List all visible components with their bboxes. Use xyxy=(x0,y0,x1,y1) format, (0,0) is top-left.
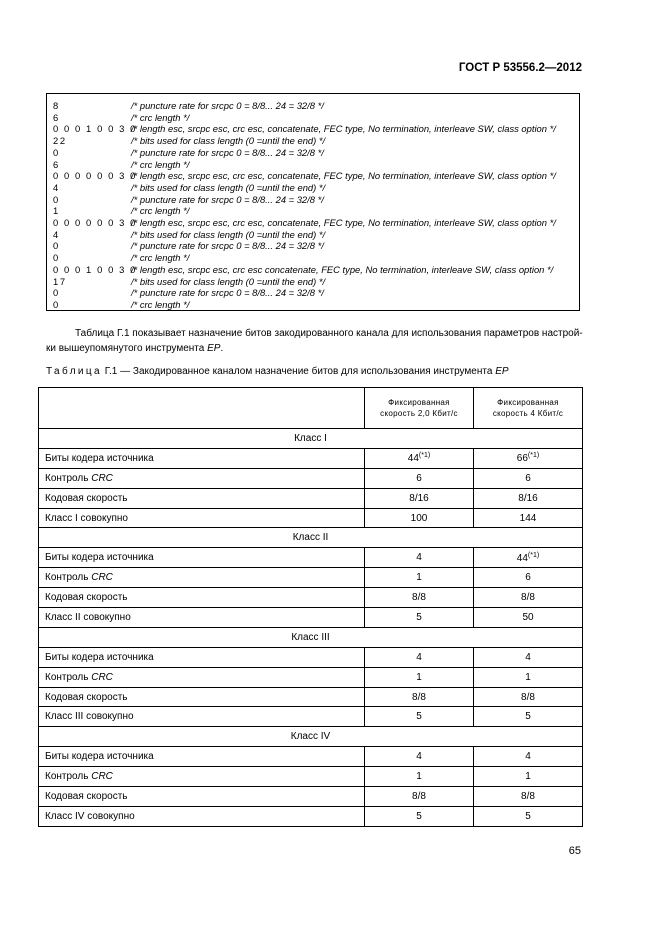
class-title-row xyxy=(39,429,583,449)
table-header-row xyxy=(39,388,583,429)
code-value: 6 xyxy=(53,111,60,123)
value-rate-2kbit xyxy=(365,787,474,807)
cell-value: 8/8 xyxy=(521,592,535,604)
row-label: Биты кодера источника xyxy=(39,747,365,767)
row-label: Класс II совокупно xyxy=(39,608,365,628)
cell-value: 4 xyxy=(416,552,422,564)
value-rate-2kbit xyxy=(365,747,474,767)
table-row xyxy=(39,707,583,727)
value-rate-4kbit xyxy=(474,707,583,727)
table-row xyxy=(39,687,583,707)
cell-value: 5 xyxy=(416,611,422,623)
row-label: Контроль CRC xyxy=(39,767,365,787)
code-value: 1 xyxy=(53,205,60,217)
table-row xyxy=(39,608,583,628)
code-comment: /* bits used for class length (0 =until the end) */ xyxy=(131,135,326,147)
code-comment: /* crc length */ xyxy=(131,111,190,123)
code-comment: /* length esc, srcpc esc, crc esc, concatenate, FEC type, No termination, interleave SW, class option */ xyxy=(131,170,556,182)
class-title-row xyxy=(39,528,583,548)
code-comment: /* crc length */ xyxy=(131,158,190,170)
table-row xyxy=(39,548,583,568)
table-row xyxy=(39,448,583,468)
code-listing-box xyxy=(46,93,580,311)
cell-value: 8/8 xyxy=(412,691,426,703)
table-row xyxy=(39,488,583,508)
value-rate-4kbit xyxy=(474,787,583,807)
row-label: Контроль CRC xyxy=(39,667,365,687)
body-paragraph: Таблица Г.1 показывает назначение битов закодированного канала для использования параметров настрой-ки вышеупомянутого инструмента EP. xyxy=(46,328,583,354)
code-comment: /* puncture rate for srcpc 0 = 8/8... 24 = 32/8 */ xyxy=(131,240,324,252)
value-rate-2kbit xyxy=(365,707,474,727)
cell-value: 50 xyxy=(522,611,534,623)
code-comment: /* length esc, srcpc esc, crc esc, concatenate, FEC type, No termination, interleave SW, class option */ xyxy=(131,217,556,228)
code-value: 0 0 0 1 0 0 3 0 xyxy=(53,123,137,135)
code-value: 22 xyxy=(53,135,67,147)
cell-value: 44 xyxy=(407,453,419,465)
footnote-mark: (*1) xyxy=(527,452,540,460)
value-rate-2kbit xyxy=(365,647,474,667)
table-row xyxy=(39,806,583,826)
row-label: Кодовая скорость xyxy=(39,488,365,508)
row-label: Класс III совокупно xyxy=(39,707,365,727)
cell-value: 4 xyxy=(525,751,531,763)
table-row xyxy=(39,747,583,767)
cell-value: 8/8 xyxy=(521,691,535,703)
code-value: 17 xyxy=(53,275,67,287)
cell-value: 5 xyxy=(525,711,531,723)
cell-value: 100 xyxy=(410,512,428,524)
cell-value: 5 xyxy=(525,810,531,822)
caption-number: Г.1 xyxy=(104,366,118,377)
table-row xyxy=(39,667,583,687)
code-comment: /* length esc, srcpc esc, crc esc concatenate, FEC type, No termination, interleave SW, class option */ xyxy=(131,263,554,275)
code-comment: /* crc length */ xyxy=(131,205,190,217)
code-comment: /* puncture rate for srcpc 0 = 8/8... 24 = 32/8 */ xyxy=(131,146,324,158)
value-rate-2kbit xyxy=(365,767,474,787)
header-empty-cell xyxy=(39,388,365,429)
cell-value: 5 xyxy=(416,711,422,723)
row-label: Кодовая скорость xyxy=(39,588,365,608)
code-value: 0 xyxy=(53,287,60,299)
table-row xyxy=(39,468,583,488)
code-value: 0 0 0 0 0 0 3 0 xyxy=(53,170,137,182)
value-rate-2kbit xyxy=(365,588,474,608)
class-title: Класс IV xyxy=(39,727,583,747)
code-comment: /* bits used for class length (0 =until the end) */ xyxy=(131,228,326,240)
code-value: 0 xyxy=(53,298,60,310)
value-rate-2kbit xyxy=(365,667,474,687)
value-rate-2kbit xyxy=(365,568,474,588)
bit-allocation-table xyxy=(38,387,583,827)
code-comment: /* bits used for class length (0 =until the end) */ xyxy=(131,181,326,193)
cell-value: 1 xyxy=(525,671,531,683)
cell-value: 6 xyxy=(416,472,422,484)
table-row xyxy=(39,508,583,528)
value-rate-4kbit xyxy=(474,448,583,468)
class-title-row xyxy=(39,627,583,647)
cell-value: 8/8 xyxy=(412,790,426,802)
cell-value: 4 xyxy=(525,651,531,663)
row-label: Класс I совокупно xyxy=(39,508,365,528)
cell-value: 144 xyxy=(519,512,537,524)
class-title-row xyxy=(39,727,583,747)
value-rate-4kbit xyxy=(474,806,583,826)
header-rate-4kbit: Фиксированная скорость 4 Кбит/с xyxy=(474,388,583,429)
cell-value: 4 xyxy=(416,651,422,663)
code-value: 4 xyxy=(53,181,60,193)
caption-label: Таблица xyxy=(46,366,103,377)
row-label: Биты кодера источника xyxy=(39,548,365,568)
cell-value: 4 xyxy=(416,751,422,763)
value-rate-4kbit xyxy=(474,548,583,568)
value-rate-4kbit xyxy=(474,468,583,488)
table-row xyxy=(39,568,583,588)
cell-value: 8/8 xyxy=(412,592,426,604)
value-rate-4kbit xyxy=(474,767,583,787)
cell-value: 1 xyxy=(416,572,422,584)
value-rate-2kbit xyxy=(365,488,474,508)
class-title: Класс II xyxy=(39,528,583,548)
value-rate-4kbit xyxy=(474,488,583,508)
row-label: Биты кодера источника xyxy=(39,647,365,667)
code-value: 0 0 0 0 0 0 3 0 xyxy=(53,217,137,228)
table-row xyxy=(39,647,583,667)
code-comment: /* puncture rate for srcpc 0 = 8/8... 24 = 32/8 */ xyxy=(131,193,324,205)
value-rate-4kbit xyxy=(474,588,583,608)
value-rate-2kbit xyxy=(365,548,474,568)
cell-value: 1 xyxy=(416,671,422,683)
value-rate-4kbit xyxy=(474,667,583,687)
table-row xyxy=(39,588,583,608)
row-label: Контроль CRC xyxy=(39,568,365,588)
cell-value: 44 xyxy=(516,552,528,564)
code-comment: /* puncture rate for srcpc 0 = 8/8... 24 = 32/8 */ xyxy=(131,100,324,111)
document-header: ГОСТ Р 53556.2—2012 xyxy=(458,62,582,74)
cell-value: 1 xyxy=(525,771,531,783)
footnote-mark: (*1) xyxy=(418,452,431,460)
cell-value: 8/16 xyxy=(518,492,538,504)
value-rate-2kbit xyxy=(365,448,474,468)
code-comment: /* bits used for class length (0 =until the end) */ xyxy=(131,275,326,287)
table-caption xyxy=(46,366,509,377)
value-rate-2kbit xyxy=(365,468,474,488)
footnote-mark: (*1) xyxy=(527,551,540,559)
caption-text: — Закодированное каналом назначение битов для использования инструмента EP xyxy=(117,366,509,377)
value-rate-4kbit xyxy=(474,687,583,707)
class-title: Класс I xyxy=(39,429,583,449)
value-rate-2kbit xyxy=(365,806,474,826)
row-label: Класс IV совокупно xyxy=(39,806,365,826)
cell-value: 6 xyxy=(525,572,531,584)
value-rate-2kbit xyxy=(365,508,474,528)
value-rate-4kbit xyxy=(474,508,583,528)
header-rate-2kbit: Фиксированная скорость 2,0 Кбит/с xyxy=(365,388,474,429)
cell-value: 1 xyxy=(416,771,422,783)
row-label: Контроль CRC xyxy=(39,468,365,488)
row-label: Кодовая скорость xyxy=(39,787,365,807)
code-value: 8 xyxy=(53,100,60,111)
cell-value: 8/8 xyxy=(521,790,535,802)
cell-value: 66 xyxy=(516,453,528,465)
code-comment: /* length esc, srcpc esc, crc esc, concatenate, FEC type, No termination, interleave SW, class option */ xyxy=(131,123,556,135)
row-label: Биты кодера источника xyxy=(39,448,365,468)
row-label: Кодовая скорость xyxy=(39,687,365,707)
table-row xyxy=(39,767,583,787)
value-rate-2kbit xyxy=(365,687,474,707)
code-value: 0 xyxy=(53,240,60,252)
code-value: 4 xyxy=(53,228,60,240)
page-number: 65 xyxy=(568,845,581,857)
value-rate-4kbit xyxy=(474,568,583,588)
value-rate-2kbit xyxy=(365,608,474,628)
code-value: 6 xyxy=(53,158,60,170)
table-row xyxy=(39,787,583,807)
cell-value: 5 xyxy=(416,810,422,822)
code-value: 0 0 0 1 0 0 3 0 xyxy=(53,263,137,275)
cell-value: 8/16 xyxy=(409,492,429,504)
code-comment: /* crc length */ xyxy=(131,252,190,264)
code-value: 0 xyxy=(53,146,60,158)
code-value: 0 xyxy=(53,193,60,205)
code-comment: /* crc length */ xyxy=(131,298,190,310)
value-rate-4kbit xyxy=(474,647,583,667)
class-title: Класс III xyxy=(39,627,583,647)
value-rate-4kbit xyxy=(474,608,583,628)
value-rate-4kbit xyxy=(474,747,583,767)
code-value: 0 xyxy=(53,252,60,264)
code-comment: /* puncture rate for srcpc 0 = 8/8... 24 = 32/8 */ xyxy=(131,287,324,299)
cell-value: 6 xyxy=(525,472,531,484)
